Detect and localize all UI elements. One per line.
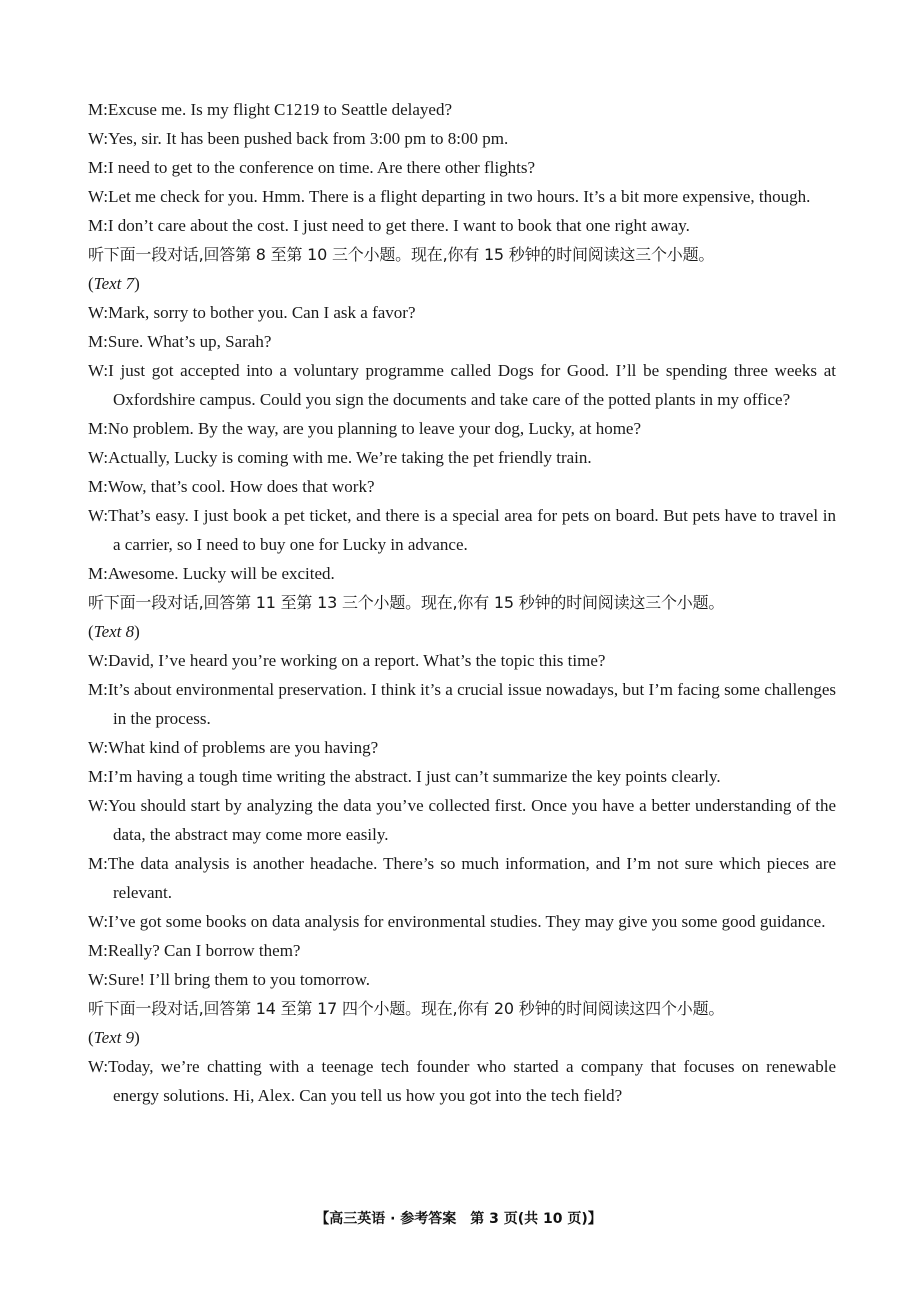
dialog-line: W:That’s easy. I just book a pet ticket, and there is a special area for pets on board. But pets have to travel in a carrier, so I need to buy one for Lucky in advance. — [88, 506, 836, 554]
dialog-text: The data analysis is another headache. There’s so much information, and I’m not sure which pieces are relevant. — [107, 854, 836, 902]
dialog-line: W:Today, we’re chatting with a teenage tech founder who started a company that focuses on renewable energy solutions. Hi, Alex. Can you tell us how you got into the tech field? — [88, 1057, 836, 1105]
dialog-line: M:I’m having a tough time writing the abstract. I just can’t summarize the key points clearly. — [88, 767, 721, 786]
dialog-text: No problem. By the way, are you planning to leave your dog, Lucky, at home? — [107, 419, 642, 438]
speaker-tag: M — [88, 419, 104, 438]
text-label: (Text 7) — [88, 274, 140, 293]
speaker-tag: W — [88, 796, 104, 815]
dialog-text: Actually, Lucky is coming with me. We’re taking the pet friendly train. — [108, 448, 592, 467]
dialog-text: Wow, that’s cool. How does that work? — [107, 477, 375, 496]
speaker-tag: W — [88, 970, 104, 989]
dialog-line: W:Let me check for you. Hmm. There is a flight departing in two hours. It’s a bit more expensive, though. — [88, 187, 811, 206]
text-label: (Text 8) — [88, 622, 140, 641]
dialog-text: I need to get to the conference on time. Are there other flights? — [107, 158, 536, 177]
dialog-text: Sure. What’s up, Sarah? — [107, 332, 272, 351]
speaker-tag: W — [88, 129, 104, 148]
dialog-line: W:Mark, sorry to bother you. Can I ask a favor? — [88, 303, 416, 322]
dialog-text: Really? Can I borrow them? — [107, 941, 301, 960]
dialog-line: W:You should start by analyzing the data you’ve collected first. Once you have a better understanding of the data, the abstract may come more easily. — [88, 796, 836, 844]
dialog-line: W:Sure! I’ll bring them to you tomorrow. — [88, 970, 371, 989]
section-instruction: 听下面一段对话,回答第 14 至第 17 四个小题。现在,你有 20 秒钟的时间阅读这四个小题。 — [88, 999, 725, 1018]
speaker-tag: W — [88, 448, 104, 467]
dialog-text: Sure! I’ll bring them to you tomorrow. — [108, 970, 371, 989]
speaker-tag: W — [88, 1057, 104, 1076]
dialog-text: I’m having a tough time writing the abstract. I just can’t summarize the key points clearly. — [107, 767, 721, 786]
dialog-line: W:I just got accepted into a voluntary programme called Dogs for Good. I’ll be spending three weeks at Oxfordshire campus. Could you sign the documents and take care of the potted plants in my office? — [88, 361, 836, 409]
speaker-tag: M — [88, 477, 104, 496]
dialog-text: I just got accepted into a voluntary programme called Dogs for Good. I’ll be spending three weeks at Oxfordshire campus. Could you sign the documents and take care of the potted plants in my office? — [108, 361, 836, 409]
speaker-tag: M — [88, 564, 104, 583]
section-instruction: 听下面一段对话,回答第 11 至第 13 三个小题。现在,你有 15 秒钟的时间阅读这三个小题。 — [88, 593, 725, 612]
speaker-tag: W — [88, 187, 104, 206]
dialog-text: Today, we’re chatting with a teenage tech founder who started a company that focuses on renewable energy solutions. Hi, Alex. Can you tell us how you got into the tech field? — [108, 1057, 836, 1105]
text-label-name: Text 7 — [93, 274, 135, 293]
speaker-tag: M — [88, 854, 104, 873]
page-footer: 【高三英语 · 参考答案 第 3 页(共 10 页)】 — [315, 1211, 602, 1227]
speaker-tag: M — [88, 680, 104, 699]
dialog-text: That’s easy. I just book a pet ticket, and there is a special area for pets on board. But pets have to travel in a carrier, so I need to buy one for Lucky in advance. — [108, 506, 836, 554]
speaker-tag: M — [88, 941, 104, 960]
speaker-tag: M — [88, 158, 104, 177]
dialog-line: M:I don’t care about the cost. I just need to get there. I want to book that one right away. — [88, 216, 690, 235]
speaker-tag: M — [88, 216, 104, 235]
dialog-line: M:Awesome. Lucky will be excited. — [88, 564, 335, 583]
dialog-line: W:Yes, sir. It has been pushed back from 3:00 pm to 8:00 pm. — [88, 129, 509, 148]
text-label-name: Text 9 — [93, 1028, 135, 1047]
dialog-text: Excuse me. Is my flight C1219 to Seattle delayed? — [107, 100, 453, 119]
speaker-tag: W — [88, 912, 104, 931]
dialog-text: You should start by analyzing the data you’ve collected first. Once you have a better understanding of the data, the abstract may come more easily. — [108, 796, 836, 844]
dialog-line: W:Actually, Lucky is coming with me. We’re taking the pet friendly train. — [88, 448, 592, 467]
dialog-text: Mark, sorry to bother you. Can I ask a favor? — [108, 303, 416, 322]
dialog-line: M:Excuse me. Is my flight C1219 to Seattle delayed? — [88, 100, 453, 119]
dialog-text: David, I’ve heard you’re working on a report. What’s the topic this time? — [108, 651, 606, 670]
dialog-line: M:The data analysis is another headache. There’s so much information, and I’m not sure which pieces are relevant. — [88, 854, 836, 902]
dialog-line: W:I’ve got some books on data analysis for environmental studies. They may give you some good guidance. — [88, 912, 826, 931]
section-instruction: 听下面一段对话,回答第 8 至第 10 三个小题。现在,你有 15 秒钟的时间阅读这三个小题。 — [88, 245, 715, 264]
speaker-tag: W — [88, 303, 104, 322]
speaker-tag: M — [88, 767, 104, 786]
dialog-text: I’ve got some books on data analysis for environmental studies. They may give you some good guidance. — [108, 912, 826, 931]
dialog-text: I don’t care about the cost. I just need to get there. I want to book that one right away. — [107, 216, 690, 235]
dialog-text: Awesome. Lucky will be excited. — [107, 564, 335, 583]
dialog-line: M:No problem. By the way, are you planning to leave your dog, Lucky, at home? — [88, 419, 642, 438]
document-body — [88, 95, 836, 1110]
speaker-tag: W — [88, 361, 104, 380]
dialog-line: M:Really? Can I borrow them? — [88, 941, 301, 960]
dialog-text: Yes, sir. It has been pushed back from 3:00 pm to 8:00 pm. — [108, 129, 509, 148]
speaker-tag: W — [88, 738, 104, 757]
dialog-line: M:Wow, that’s cool. How does that work? — [88, 477, 375, 496]
text-label: (Text 9) — [88, 1028, 140, 1047]
text-label-name: Text 8 — [93, 622, 135, 641]
dialog-text: Let me check for you. Hmm. There is a flight departing in two hours. It’s a bit more expensive, though. — [108, 187, 811, 206]
dialog-line: M:I need to get to the conference on time. Are there other flights? — [88, 158, 536, 177]
speaker-tag: W — [88, 506, 104, 525]
dialog-line: W:David, I’ve heard you’re working on a report. What’s the topic this time? — [88, 651, 606, 670]
speaker-tag: M — [88, 100, 104, 119]
dialog-text: It’s about environmental preservation. I think it’s a crucial issue nowadays, but I’m facing some challenges in the process. — [107, 680, 836, 728]
speaker-tag: M — [88, 332, 104, 351]
dialog-line: M:Sure. What’s up, Sarah? — [88, 332, 272, 351]
dialog-line: M:It’s about environmental preservation. I think it’s a crucial issue nowadays, but I’m facing some challenges in the process. — [88, 680, 836, 728]
dialog-text: What kind of problems are you having? — [108, 738, 379, 757]
speaker-tag: W — [88, 651, 104, 670]
dialog-line: W:What kind of problems are you having? — [88, 738, 379, 757]
